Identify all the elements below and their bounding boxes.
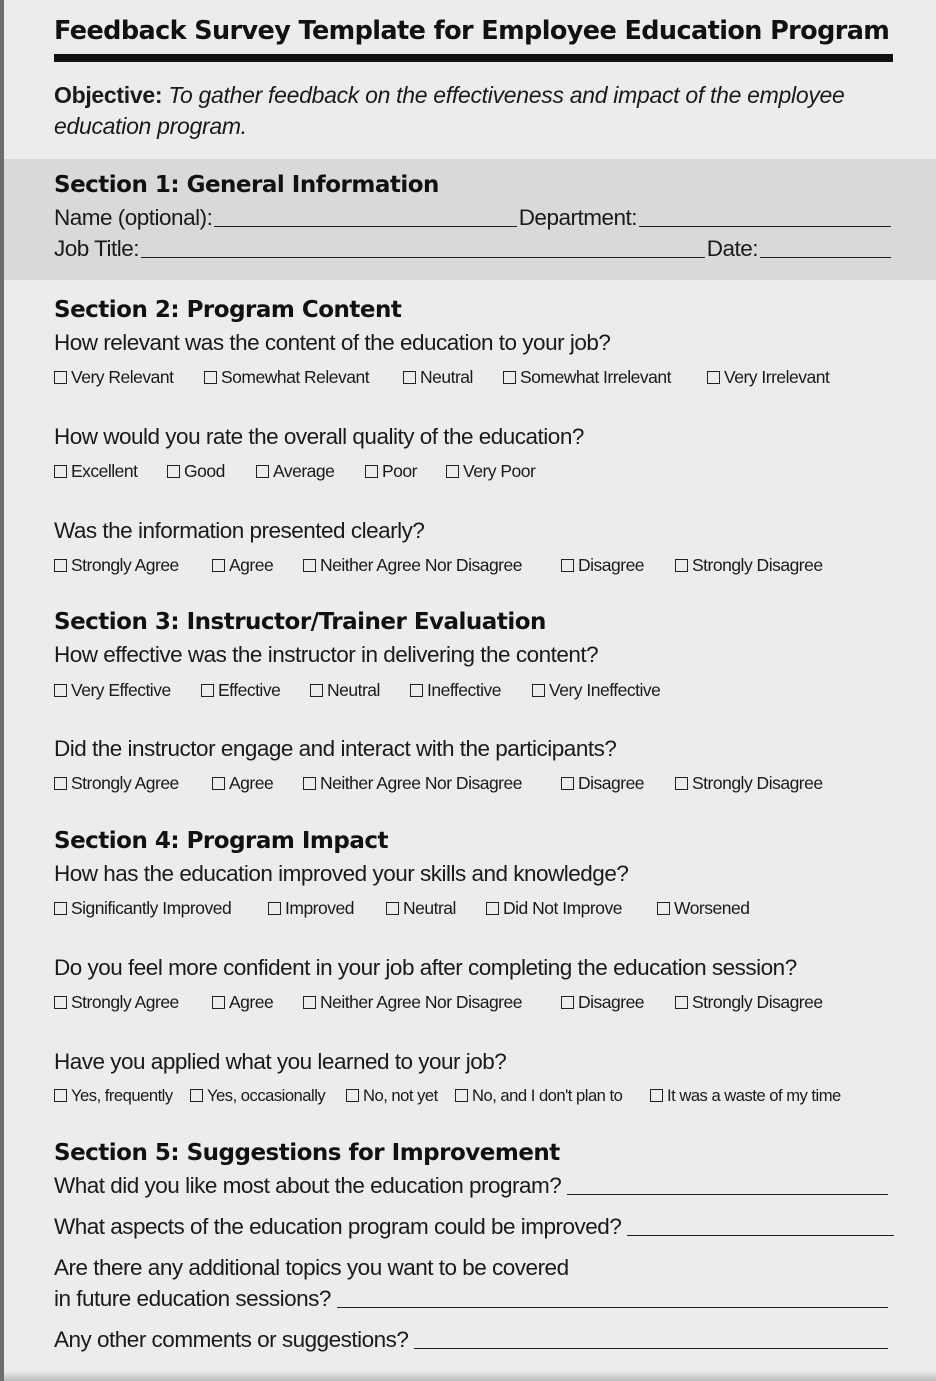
job-title-field[interactable] bbox=[141, 239, 705, 258]
option-checkbox[interactable]: Average bbox=[256, 461, 365, 482]
checkbox-icon[interactable] bbox=[303, 996, 316, 1009]
option-checkbox[interactable]: Neutral bbox=[403, 367, 503, 388]
option-checkbox[interactable]: Worsened bbox=[657, 898, 749, 919]
option-checkbox[interactable]: Improved bbox=[268, 898, 386, 919]
section-5-number: Section 5: bbox=[54, 1140, 180, 1166]
options-quality bbox=[54, 461, 535, 482]
checkbox-icon[interactable] bbox=[346, 1089, 359, 1102]
options-relevance bbox=[54, 367, 829, 388]
suggestion-topics-row bbox=[54, 1286, 888, 1312]
checkbox-icon[interactable] bbox=[54, 465, 67, 478]
question-confidence: Do you feel more confident in your job after completing the education session? bbox=[54, 955, 797, 980]
survey-page bbox=[4, 0, 936, 1381]
options-applied-learning bbox=[54, 1086, 841, 1106]
section-2-heading bbox=[54, 297, 401, 323]
section-2-title: Program Content bbox=[186, 297, 402, 323]
checkbox-icon[interactable] bbox=[310, 684, 323, 697]
question-applied-learning: Have you applied what you learned to your job? bbox=[54, 1049, 507, 1074]
checkbox-icon[interactable] bbox=[204, 371, 217, 384]
section-1-heading bbox=[54, 172, 439, 198]
section-1-title: General Information bbox=[186, 172, 439, 198]
checkbox-icon[interactable] bbox=[190, 1089, 203, 1102]
option-checkbox[interactable]: Strongly Agree bbox=[54, 992, 212, 1013]
checkbox-icon[interactable] bbox=[54, 559, 67, 572]
checkbox-icon[interactable] bbox=[54, 684, 67, 697]
option-checkbox[interactable]: Neither Agree Nor Disagree bbox=[303, 773, 561, 794]
checkbox-icon[interactable] bbox=[675, 559, 688, 572]
suggestion-comments-field[interactable] bbox=[414, 1330, 888, 1349]
suggestion-comments-label: Any other comments or suggestions? bbox=[54, 1327, 409, 1352]
option-checkbox[interactable]: No, not yet bbox=[346, 1086, 455, 1106]
option-checkbox[interactable]: Significantly Improved bbox=[54, 898, 268, 919]
option-checkbox[interactable]: Ineffective bbox=[410, 680, 532, 701]
checkbox-icon[interactable] bbox=[303, 777, 316, 790]
checkbox-icon[interactable] bbox=[561, 777, 574, 790]
suggestion-topics-label-line2: in future education sessions? bbox=[54, 1286, 331, 1311]
option-checkbox[interactable]: Agree bbox=[212, 992, 303, 1013]
document-title: Feedback Survey Template for Employee Education Program bbox=[54, 16, 890, 46]
option-checkbox[interactable]: Agree bbox=[212, 773, 303, 794]
checkbox-icon[interactable] bbox=[54, 371, 67, 384]
question-instructor-effectiveness: How effective was the instructor in delivering the content? bbox=[54, 642, 599, 667]
checkbox-icon[interactable] bbox=[455, 1089, 468, 1102]
checkbox-icon[interactable] bbox=[403, 371, 416, 384]
section-4-number: Section 4: bbox=[54, 828, 180, 854]
objective-label: Objective: bbox=[54, 82, 163, 108]
question-skills-improvement: How has the education improved your skills and knowledge? bbox=[54, 861, 629, 886]
section-3-number: Section 3: bbox=[54, 609, 180, 635]
option-checkbox[interactable]: Excellent bbox=[54, 461, 167, 482]
jobtitle-date-row bbox=[54, 236, 893, 262]
suggestion-liked-most-label: What did you like most about the education program? bbox=[54, 1173, 562, 1198]
checkbox-icon[interactable] bbox=[54, 902, 67, 915]
date-label: Date: bbox=[706, 236, 758, 261]
options-instructor-effectiveness bbox=[54, 680, 660, 701]
option-checkbox[interactable]: Agree bbox=[212, 555, 303, 576]
question-relevance: How relevant was the content of the education to your job? bbox=[54, 330, 611, 355]
job-title-label: Job Title: bbox=[54, 236, 140, 261]
options-clarity bbox=[54, 555, 823, 576]
section-3-heading bbox=[54, 609, 546, 635]
suggestion-improvements-row bbox=[54, 1214, 894, 1240]
date-field[interactable] bbox=[760, 239, 891, 258]
checkbox-icon[interactable] bbox=[212, 559, 225, 572]
option-checkbox[interactable]: Effective bbox=[201, 680, 310, 701]
option-checkbox[interactable]: Strongly Disagree bbox=[675, 992, 823, 1013]
objective bbox=[54, 80, 893, 142]
option-checkbox[interactable]: Somewhat Irrelevant bbox=[503, 367, 707, 388]
checkbox-icon[interactable] bbox=[54, 1089, 67, 1102]
checkbox-icon[interactable] bbox=[256, 465, 269, 478]
option-checkbox[interactable]: Disagree bbox=[561, 555, 675, 576]
checkbox-icon[interactable] bbox=[707, 371, 720, 384]
suggestion-topics-label-line1: Are there any additional topics you want to be covered bbox=[54, 1255, 569, 1280]
name-field[interactable] bbox=[214, 208, 516, 227]
section-3-title: Instructor/Trainer Evaluation bbox=[186, 609, 546, 635]
option-checkbox[interactable]: Somewhat Relevant bbox=[204, 367, 403, 388]
option-checkbox[interactable]: Very Poor bbox=[446, 461, 535, 482]
checkbox-icon[interactable] bbox=[657, 902, 670, 915]
suggestion-liked-most-field[interactable] bbox=[567, 1176, 888, 1195]
checkbox-icon[interactable] bbox=[446, 465, 459, 478]
option-checkbox[interactable]: Disagree bbox=[561, 773, 675, 794]
checkbox-icon[interactable] bbox=[532, 684, 545, 697]
checkbox-icon[interactable] bbox=[303, 559, 316, 572]
section-5-heading bbox=[54, 1140, 560, 1166]
option-checkbox[interactable]: Yes, occasionally bbox=[190, 1086, 346, 1106]
checkbox-icon[interactable] bbox=[561, 559, 574, 572]
checkbox-icon[interactable] bbox=[503, 371, 516, 384]
title-divider bbox=[54, 54, 893, 62]
checkbox-icon[interactable] bbox=[201, 684, 214, 697]
suggestion-improvements-field[interactable] bbox=[627, 1217, 894, 1236]
section-4-title: Program Impact bbox=[186, 828, 389, 854]
options-skills-improvement bbox=[54, 898, 749, 919]
option-checkbox[interactable]: Neutral bbox=[310, 680, 410, 701]
question-instructor-engagement: Did the instructor engage and interact with the participants? bbox=[54, 736, 617, 761]
option-checkbox[interactable]: Very Effective bbox=[54, 680, 201, 701]
department-label: Department: bbox=[518, 205, 637, 230]
option-checkbox[interactable]: It was a waste of my time bbox=[650, 1086, 841, 1106]
option-checkbox[interactable]: Very Ineffective bbox=[532, 680, 660, 701]
suggestion-comments-row bbox=[54, 1327, 888, 1353]
option-checkbox[interactable]: Neither Agree Nor Disagree bbox=[303, 992, 561, 1013]
suggestion-liked-most-row bbox=[54, 1173, 888, 1199]
suggestion-improvements-label: What aspects of the education program could be improved? bbox=[54, 1214, 622, 1239]
option-checkbox[interactable]: Neither Agree Nor Disagree bbox=[303, 555, 561, 576]
option-checkbox[interactable]: Strongly Disagree bbox=[675, 773, 823, 794]
option-checkbox[interactable]: Yes, frequently bbox=[54, 1086, 190, 1106]
checkbox-icon[interactable] bbox=[386, 902, 399, 915]
option-checkbox[interactable]: Disagree bbox=[561, 992, 675, 1013]
suggestion-topics-field[interactable] bbox=[337, 1289, 888, 1308]
option-checkbox[interactable]: Very Irrelevant bbox=[707, 367, 829, 388]
department-field[interactable] bbox=[639, 208, 891, 227]
checkbox-icon[interactable] bbox=[675, 777, 688, 790]
checkbox-icon[interactable] bbox=[54, 777, 67, 790]
name-department-row bbox=[54, 205, 893, 231]
objective-text: To gather feedback on the effectiveness and impact of the employee education program. bbox=[54, 82, 845, 139]
option-checkbox[interactable]: No, and I don't plan to bbox=[455, 1086, 650, 1106]
options-instructor-engagement bbox=[54, 773, 823, 794]
question-quality: How would you rate the overall quality of the education? bbox=[54, 424, 584, 449]
checkbox-icon[interactable] bbox=[365, 465, 378, 478]
option-checkbox[interactable]: Did Not Improve bbox=[486, 898, 657, 919]
checkbox-icon[interactable] bbox=[675, 996, 688, 1009]
option-checkbox[interactable]: Strongly Disagree bbox=[675, 555, 823, 576]
checkbox-icon[interactable] bbox=[167, 465, 180, 478]
option-checkbox[interactable]: Very Relevant bbox=[54, 367, 204, 388]
options-confidence bbox=[54, 992, 823, 1013]
checkbox-icon[interactable] bbox=[268, 902, 281, 915]
checkbox-icon[interactable] bbox=[54, 996, 67, 1009]
checkbox-icon[interactable] bbox=[212, 777, 225, 790]
name-label: Name (optional): bbox=[54, 205, 213, 230]
section-5-title: Suggestions for Improvement bbox=[186, 1140, 560, 1166]
checkbox-icon[interactable] bbox=[650, 1089, 663, 1102]
option-checkbox[interactable]: Strongly Agree bbox=[54, 773, 212, 794]
option-checkbox[interactable]: Poor bbox=[365, 461, 446, 482]
checkbox-icon[interactable] bbox=[561, 996, 574, 1009]
checkbox-icon[interactable] bbox=[410, 684, 423, 697]
section-2-number: Section 2: bbox=[54, 297, 180, 323]
section-1-number: Section 1: bbox=[54, 172, 180, 198]
question-clarity: Was the information presented clearly? bbox=[54, 518, 425, 543]
section-4-heading bbox=[54, 828, 388, 854]
option-checkbox[interactable]: Good bbox=[167, 461, 256, 482]
checkbox-icon[interactable] bbox=[212, 996, 225, 1009]
page-bottom-shadow bbox=[4, 1371, 936, 1381]
option-checkbox[interactable]: Strongly Agree bbox=[54, 555, 212, 576]
checkbox-icon[interactable] bbox=[486, 902, 499, 915]
option-checkbox[interactable]: Neutral bbox=[386, 898, 486, 919]
